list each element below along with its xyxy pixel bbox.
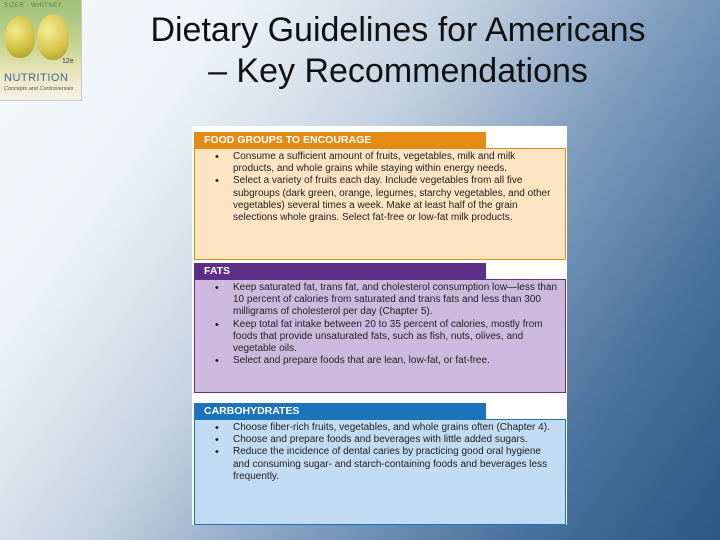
bullet-icon: • [215, 422, 219, 434]
bullet-icon: • [215, 434, 219, 447]
list-item-text: Choose fiber-rich fruits, vegetables, and whole grains often (Chapter 4). [233, 422, 550, 433]
list-item-text: Keep total fat intake between 20 to 35 percent of calories, mostly from foods that provide unsaturated fats, such as fish, nuts, olives, and vegetable oils. [233, 318, 543, 355]
list-item [209, 434, 559, 446]
section-food-groups [194, 132, 566, 260]
list-item-text: Choose and prepare foods and beverages with little added sugars. [233, 434, 528, 446]
list-item [209, 446, 559, 483]
pear-illustration [37, 14, 69, 60]
list-item-text: Select and prepare foods that are lean, low-fat, or fat-free. [233, 355, 490, 367]
slide-title-line1: Dietary Guidelines for Americans [150, 11, 646, 49]
bullet-icon: • [215, 318, 219, 331]
cover-edition: 12e [62, 58, 74, 65]
section-body [194, 148, 566, 260]
list-item-text: Keep saturated fat, trans fat, and cholesterol consumption low—less than 10 percent of calories from saturated and trans fats and less than 300 milligrams of cholesterol per day (Chapter 5). [233, 282, 558, 318]
section-fats [194, 263, 566, 393]
list-item [209, 422, 559, 434]
list-item-text: Reduce the incidence of dental caries by practicing good oral hygiene and consuming sugar- and starch-containing foods and beverages less frequently. [233, 446, 548, 482]
bullet-icon: • [215, 175, 219, 188]
section-body [194, 419, 566, 525]
list-item [209, 355, 559, 367]
pear-illustration [5, 16, 35, 58]
section-heading: CARBOHYDRATES [194, 403, 486, 419]
cover-authors: SIZER · WHITNEY [4, 3, 63, 9]
list-item [209, 282, 559, 319]
cover-brand: NUTRITION [4, 72, 69, 84]
list-item-text: Select a variety of fruits each day. Include vegetables from all five subgroups (dark green, orange, legumes, starchy vegetables, and other vegetables) several times a week. Make at least half of the grain selections whole grains. Select fat-free or low-fat milk products. [233, 175, 551, 224]
list-item [209, 319, 559, 356]
book-cover-image [0, 0, 82, 101]
list-item-text: Consume a sufficient amount of fruits, vegetables, milk and milk products, and whole grains while staying within energy needs. [233, 151, 516, 175]
slide-title [92, 10, 704, 92]
section-body [194, 279, 566, 393]
list-item [209, 151, 559, 175]
bullet-icon: • [215, 446, 219, 459]
cover-subtitle: Concepts and Controversies [4, 86, 74, 92]
slide-title-line2: – Key Recommendations [208, 52, 588, 90]
section-carbohydrates [194, 403, 566, 525]
bullet-icon: • [215, 282, 219, 294]
recommendations-table-image [192, 126, 567, 525]
section-heading: FATS [194, 263, 486, 279]
list-item [209, 175, 559, 224]
bullet-icon: • [215, 151, 219, 163]
bullet-icon: • [215, 355, 219, 368]
section-heading: FOOD GROUPS TO ENCOURAGE [194, 132, 486, 148]
